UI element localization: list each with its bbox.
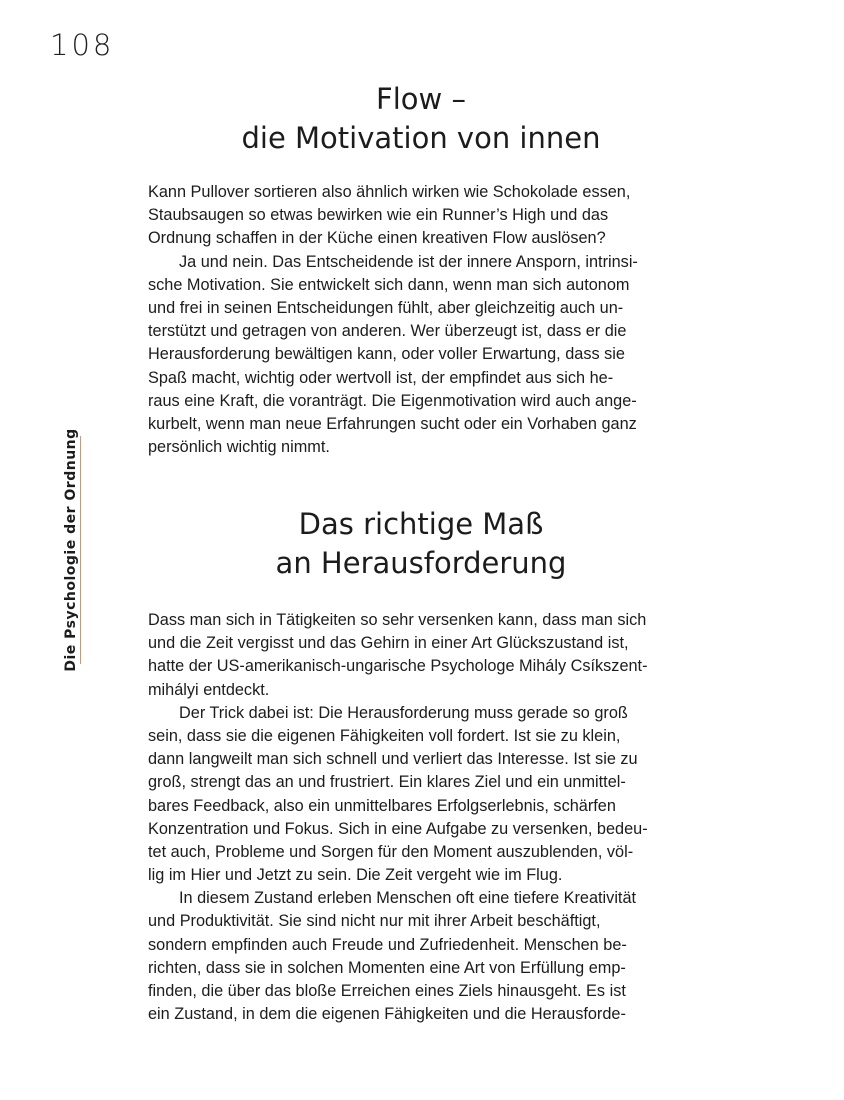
text-line: Der Trick dabei ist: Die Herausforderung muss gerade so groß (179, 703, 628, 722)
text-line: dann langweilt man sich schnell und verliert das Interesse. Ist sie zu (148, 750, 638, 769)
heading-line: Das richtige Maß (298, 507, 544, 541)
text-line: Ordnung schaffen in der Küche einen kreativen Flow auslösen? (148, 229, 606, 248)
text-line: sondern empfinden auch Freude und Zufriedenheit. Menschen be- (148, 935, 627, 954)
text-line: bares Feedback, also ein unmittelbares Erfolgserlebnis, schärfen (148, 796, 616, 815)
text-line: richten, dass sie in solchen Momenten eine Art von Erfüllung emp- (148, 958, 626, 977)
text-line: und frei in seinen Entscheidungen fühlt, aber gleichzeitig auch un- (148, 298, 624, 317)
text-line: kurbelt, wenn man neue Erfahrungen sucht oder ein Vorhaben ganz (148, 414, 637, 433)
text-line: ein Zustand, in dem die eigenen Fähigkeiten und die Herausforde- (148, 1005, 626, 1024)
text-line: Spaß macht, wichtig oder wertvoll ist, der empfindet aus sich he- (148, 368, 614, 387)
text-line: Ja und nein. Das Entscheidende ist der innere Ansporn, intrinsi- (179, 252, 638, 271)
text-line: tet auch, Probleme und Sorgen für den Moment auszublenden, völ- (148, 842, 634, 861)
text-line: sein, dass sie die eigenen Fähigkeiten voll fordert. Ist sie zu klein, (148, 726, 621, 745)
text-line: Dass man sich in Tätigkeiten so sehr versenken kann, dass man sich (148, 611, 647, 629)
text-line: hatte der US-amerikanisch-ungarische Psychologe Mihály Csíkszent- (148, 657, 648, 676)
heading-line: die Motivation von innen (241, 121, 601, 155)
text-line: In diesem Zustand erleben Menschen oft eine tiefere Kreativität (179, 889, 637, 908)
text-line: und Produktivität. Sie sind nicht nur mit ihrer Arbeit beschäftigt, (148, 912, 601, 931)
text-line: raus eine Kraft, die voranträgt. Die Eigenmotivation wird auch ange- (148, 391, 637, 410)
text-line: mihályi entdeckt. (148, 680, 270, 699)
page-number: 108 (50, 28, 115, 62)
text-line: groß, strengt das an und frustriert. Ein klares Ziel und ein unmittel- (148, 773, 626, 792)
section-heading-challenge (148, 505, 694, 583)
text-line: Staubsaugen so etwas bewirken wie ein Runner’s High und das (148, 206, 609, 225)
text-line: lig im Hier und Jetzt zu sein. Die Zeit vergeht wie im Flug. (148, 866, 563, 885)
text-line: und die Zeit vergisst und das Gehirn in einer Art Glückszustand ist, (148, 634, 629, 653)
body-text-section-1 (148, 181, 700, 459)
text-line: finden, die über das bloße Erreichen eines Ziels hinausgeht. Es ist (148, 982, 626, 1000)
text-line: Konzentration und Fokus. Sich in eine Aufgabe zu versenken, bedeu- (148, 819, 648, 838)
running-head-rule (80, 436, 81, 664)
text-line: persönlich wichtig nimmt. (148, 438, 330, 457)
heading-line: Flow – (376, 82, 466, 116)
text-line: Herausforderung bewältigen kann, oder voller Erwartung, dass sie (148, 345, 625, 364)
text-line: Kann Pullover sortieren also ähnlich wirken wie Schokolade essen, (148, 183, 631, 201)
text-line: terstützt und getragen von anderen. Wer überzeugt ist, dass er die (148, 322, 627, 341)
text-line: sche Motivation. Sie entwickelt sich dann, wenn man sich autonom (148, 275, 630, 294)
running-head (56, 428, 86, 672)
section-heading-flow (148, 80, 694, 158)
heading-line: an Herausforderung (275, 546, 567, 580)
body-text-section-2 (148, 609, 700, 1026)
running-head-label: Die Psychologie der Ordnung (63, 428, 79, 672)
